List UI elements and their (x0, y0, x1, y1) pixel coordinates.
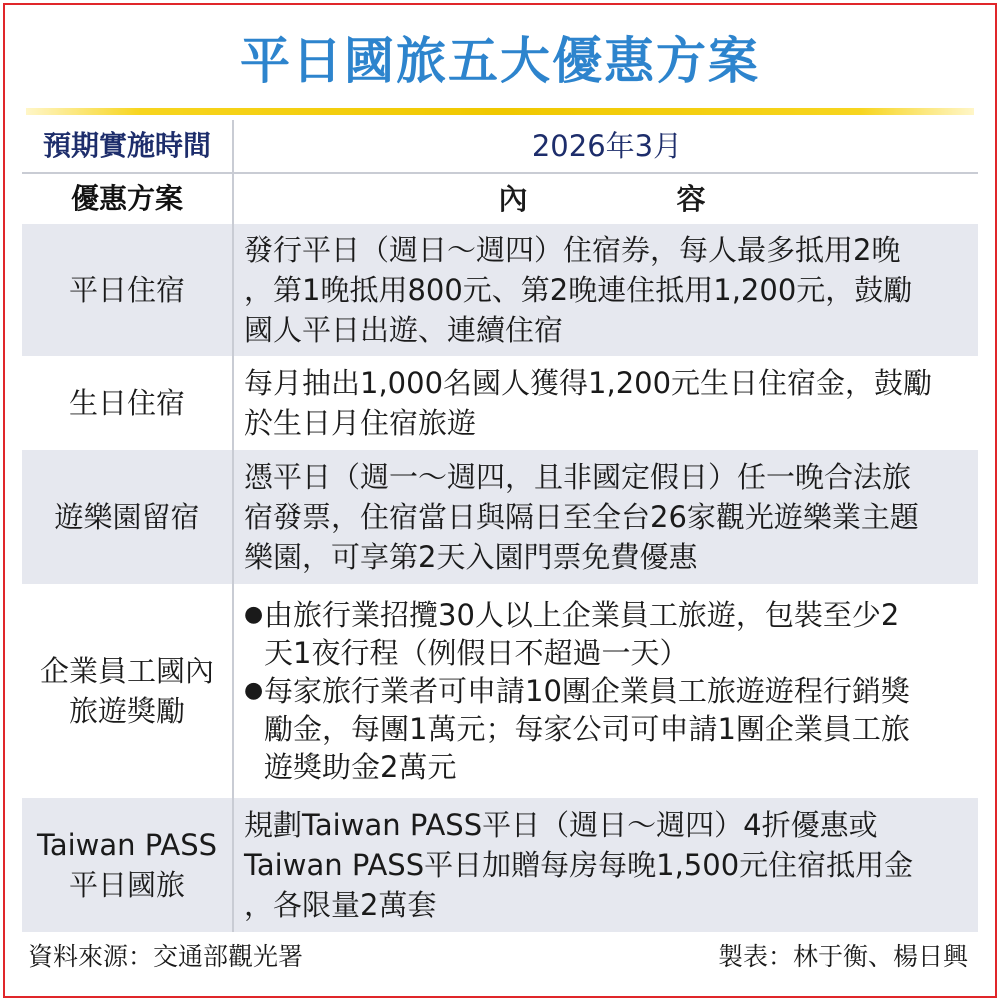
content-line: 樂園，可享第2天入園門票免費優惠 (244, 540, 698, 574)
schedule-row (22, 120, 978, 172)
schedule-value: 2026年3月 (531, 129, 683, 163)
plan-name (22, 584, 234, 798)
schedule-label: 預期實施時間 (22, 120, 234, 172)
plan-name: 生日住宿 (22, 356, 234, 450)
content-line: 每家旅行業者可申請10團企業員工旅遊遊程行銷獎 (264, 674, 910, 708)
source-note: 資料來源：交通部觀光署 (28, 942, 304, 971)
plan-name: 遊樂園留宿 (22, 450, 234, 584)
bullet-dot-icon: ● (244, 678, 264, 703)
page-title: 平日國旅五大優惠方案 (240, 32, 760, 90)
table-row (22, 224, 978, 356)
table-row (22, 798, 978, 932)
content-line: Taiwan PASS平日加贈每房每晚1,500元住宿抵用金 (244, 848, 914, 882)
content-line: 發行平日（週日～週四）住宿券，每人最多抵用2晚 (244, 233, 901, 267)
plan-content (234, 224, 978, 356)
content-line: 國人平日出遊、連續住宿 (244, 313, 564, 347)
plan-name: 平日住宿 (22, 224, 234, 356)
content-line: ，各限量2萬套 (244, 888, 437, 922)
bullet-item (244, 596, 910, 672)
bullet-item (244, 672, 910, 786)
content-line: 憑平日（週一～週四，且非國定假日）任一晚合法旅 (244, 460, 912, 494)
title-underline (26, 108, 974, 115)
content-line: 天1夜行程（例假日不超過一天） (264, 636, 689, 670)
plan-content (234, 450, 978, 584)
column-header-row (22, 174, 978, 224)
column-header-plan: 優惠方案 (22, 174, 234, 224)
content-line: ，第1晚抵用800元、第2晚連住抵用1,200元，鼓勵 (244, 273, 913, 307)
plan-name-line: 旅遊獎勵 (68, 694, 185, 728)
column-header-content: 內 容 (498, 182, 766, 216)
plan-name-line: 企業員工國內 (39, 654, 214, 688)
content-line: 於生日月住宿旅遊 (244, 406, 477, 440)
content-line: 每月抽出1,000名國人獲得1,200元生日住宿金，鼓勵 (244, 366, 933, 400)
content-line: 由旅行業招攬30人以上企業員工旅遊，包裝至少2 (264, 598, 900, 632)
content-line: 宿發票，住宿當日與隔日至全台26家觀光遊樂業主題 (244, 500, 919, 534)
plan-content (234, 584, 978, 798)
table-row (22, 356, 978, 450)
content-line: 勵金，每團1萬元；每家公司可申請1團企業員工旅 (264, 712, 910, 746)
plan-name-line: 平日國旅 (68, 868, 185, 902)
table-row (22, 584, 978, 798)
content-line: 遊獎助金2萬元 (264, 750, 457, 784)
plan-content (234, 798, 978, 932)
table-row (22, 450, 978, 584)
plan-name (22, 798, 234, 932)
plan-name-line: Taiwan PASS (36, 828, 218, 862)
bullet-dot-icon: ● (244, 602, 264, 627)
plan-content (234, 356, 978, 450)
credit-note: 製表：林于衡、楊日興 (717, 942, 968, 971)
content-line: 規劃Taiwan PASS平日（週日～週四）4折優惠或 (244, 808, 878, 842)
